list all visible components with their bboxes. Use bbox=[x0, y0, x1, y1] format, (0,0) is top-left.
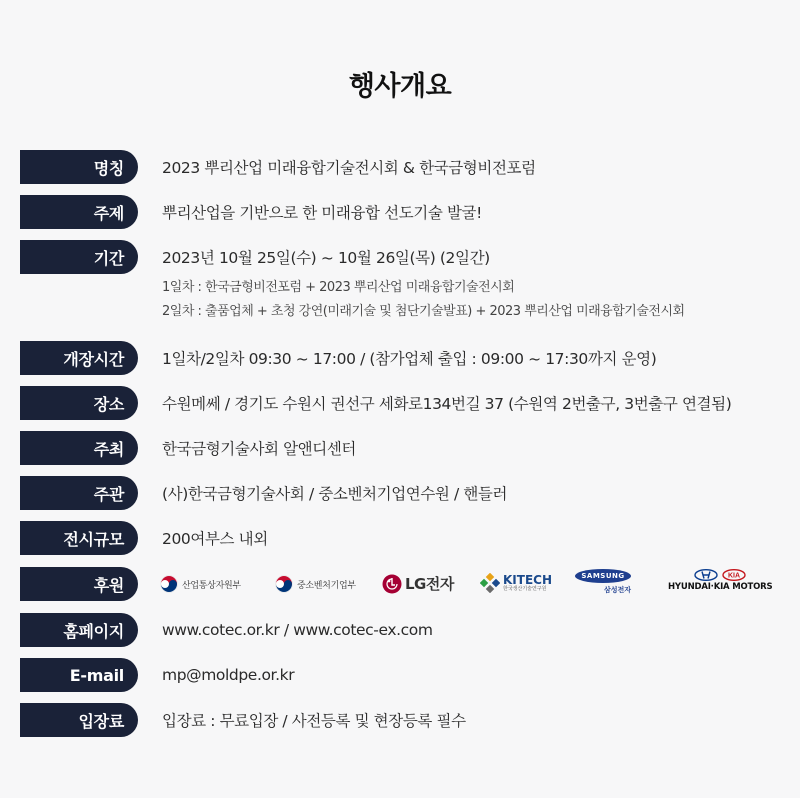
lg-face-icon bbox=[382, 574, 402, 594]
kitech-icon bbox=[480, 573, 500, 593]
row-value: 1일차/2일차 09:30 ~ 17:00 / (참가업체 출입 : 09:00 ~ 17:30까지 운영) bbox=[162, 350, 657, 368]
page-title: 행사개요 bbox=[348, 71, 452, 102]
row-value: 2023 뿌리산업 미래융합기술전시회 & 한국금형비전포럼 bbox=[162, 159, 536, 177]
row-value: 수원메쎄 / 경기도 수원시 권선구 세화로134번길 37 (수원역 2번출구, 3번출구 연결됨) bbox=[162, 395, 732, 413]
email-link[interactable]: mp@moldpe.or.kr bbox=[162, 666, 295, 684]
row-label: 개장시간 bbox=[20, 341, 138, 375]
row-label: 명칭 bbox=[20, 150, 138, 184]
kitech-subname: 한국생산기술연구원 bbox=[503, 586, 547, 592]
sponsor-logos bbox=[160, 567, 775, 601]
samsung-logo bbox=[575, 569, 631, 595]
taegeuk-icon bbox=[275, 575, 293, 593]
lg-name: LG전자 bbox=[405, 575, 454, 593]
samsung-wordmark: SAMSUNG bbox=[575, 569, 631, 583]
row-label: 주제 bbox=[20, 195, 138, 229]
row-value: 한국금형기술사회 알앤디센터 bbox=[162, 440, 356, 458]
row-value: 뿌리산업을 기반으로 한 미래융합 선도기술 발굴! bbox=[162, 204, 482, 222]
row-value: 입장료 : 무료입장 / 사전등록 및 현장등록 필수 bbox=[162, 712, 466, 730]
taegeuk-icon bbox=[160, 575, 178, 593]
kitech-name: KITECH bbox=[503, 573, 552, 587]
svg-text:KIA: KIA bbox=[728, 572, 741, 580]
row-label: 주관 bbox=[20, 476, 138, 510]
kia-emblem-icon bbox=[722, 569, 746, 581]
row-label: E-mail bbox=[20, 658, 138, 692]
row-label: 홈페이지 bbox=[20, 613, 138, 647]
ministry-trade-name: 산업통상자원부 bbox=[182, 580, 241, 591]
ministry-sme-logo bbox=[275, 575, 356, 593]
ministry-trade-logo bbox=[160, 575, 241, 593]
row-label: 입장료 bbox=[20, 703, 138, 737]
row-label: 주최 bbox=[20, 431, 138, 465]
homepage-links[interactable]: www.cotec.or.kr / www.cotec-ex.com bbox=[162, 621, 433, 639]
kitech-logo bbox=[480, 573, 552, 593]
hyundai-kia-name: HYUNDAI·KIA MOTORS bbox=[668, 582, 773, 592]
period-day1: 1일차 : 한국금형비전포럼 + 2023 뿌리산업 미래융합기술전시회 bbox=[162, 280, 515, 295]
samsung-kr-name: 삼성전자 bbox=[603, 586, 631, 594]
row-value: 2023년 10월 25일(수) ~ 10월 26일(목) (2일간) bbox=[162, 249, 490, 267]
row-value: (사)한국금형기술사회 / 중소벤처기업연수원 / 핸들러 bbox=[162, 485, 508, 503]
row-label: 후원 bbox=[20, 567, 138, 601]
row-label: 전시규모 bbox=[20, 521, 138, 555]
row-label: 장소 bbox=[20, 386, 138, 420]
lg-logo bbox=[382, 573, 454, 594]
row-label: 기간 bbox=[20, 240, 138, 274]
period-day2: 2일차 : 출품업체 + 초청 강연(미래기술 및 첨단기술발표) + 2023 뿌리산업 미래융합기술전시회 bbox=[162, 304, 685, 319]
hyundai-kia-logo bbox=[668, 569, 772, 592]
hyundai-emblem-icon bbox=[694, 569, 718, 581]
row-value: 200여부스 내외 bbox=[162, 530, 268, 548]
ministry-sme-name: 중소벤처기업부 bbox=[297, 580, 356, 591]
